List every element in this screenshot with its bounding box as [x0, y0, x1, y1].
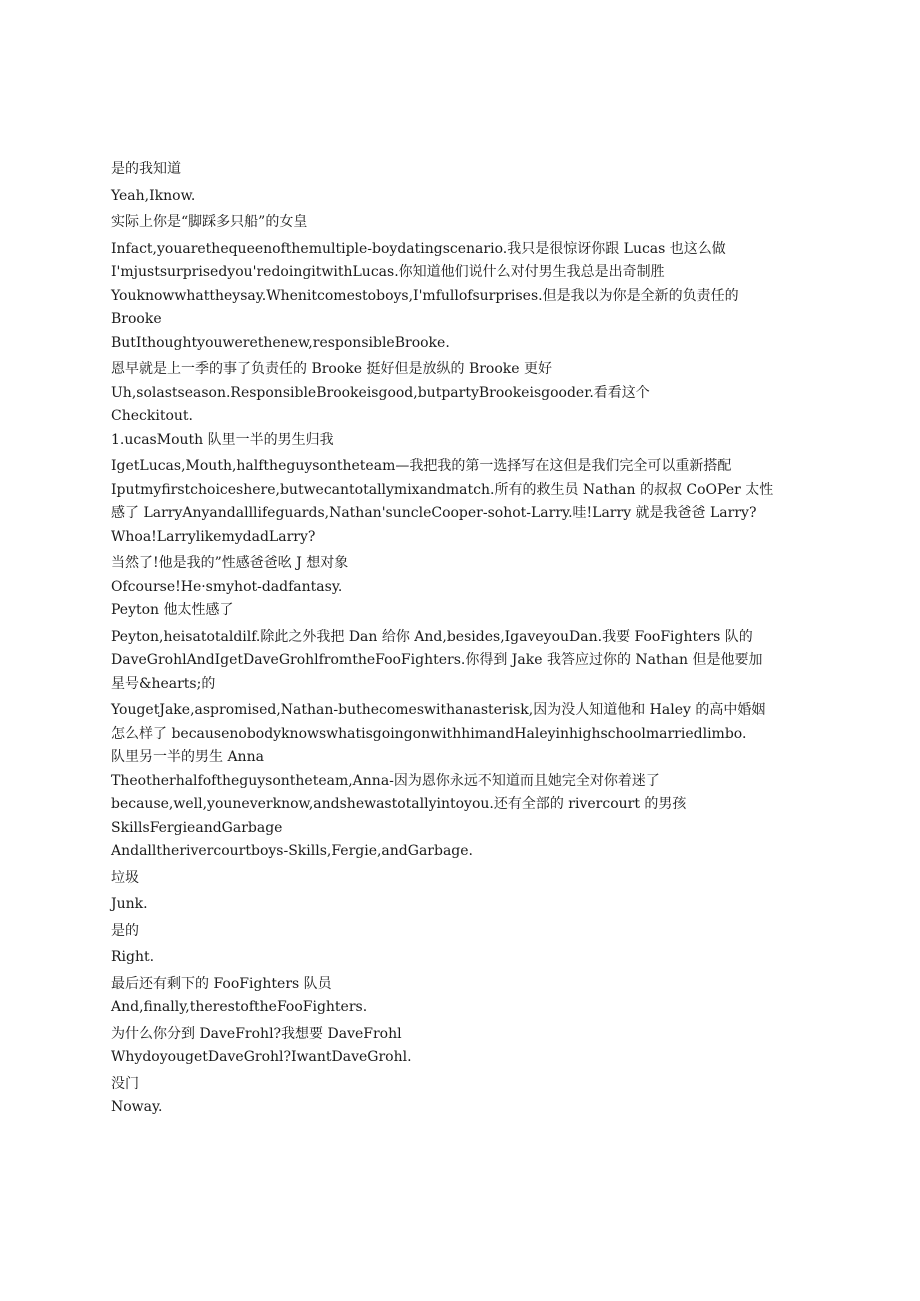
line-18: Ofcourse!He·smyhot-dadfantasy. [111, 578, 343, 595]
line-15: 感了 LarryAnyandalllifeguards,Nathan'suncleCooper-sohot-Larry.哇!Larry 就是我爸爸 Larry? [111, 505, 757, 521]
document-page [111, 158, 791, 1120]
line-33: Right. [111, 949, 155, 965]
line-25: 队里另一半的男生 Anna [111, 749, 264, 765]
line-22: 星号&hearts;的 [111, 675, 216, 692]
line-17: 当然了!他是我的”性感爸爸吆 J 想对象 [111, 555, 349, 571]
line-28: SkillsFergieandGarbage [111, 819, 283, 836]
line-04: Infact,youarethequeenofthemultiple-boydatingscenario.我只是很惊讶你跟 Lucas 也这么做 [111, 240, 726, 257]
line-09: 恩早就是上一季的事了负责任的 Brooke 挺好但是放纵的 Brooke 更好 [111, 361, 553, 377]
line-06: Youknowwhattheysay.Whenitcomestoboys,I'mfullofsurprises.但是我以为你是全新的负责任的 [111, 287, 739, 304]
line-37: WhydoyougetDaveGrohl?IwantDaveGrohl. [111, 1049, 412, 1065]
line-30: 垃圾 [111, 869, 139, 886]
line-14: Iputmyfirstchoiceshere,butwecantotallymixandmatch.所有的救生员 Nathan 的叔叔 CoOPer 太性 [111, 481, 774, 498]
line-11: Checkitout. [111, 408, 193, 424]
line-10: Uh,solastseason.ResponsibleBrookeisgood,butpartyBrookeisgooder.看看这个 [111, 384, 650, 401]
line-24: 怎么样了 becausenobodyknowswhatisgoingonwithhimandHaleyinhighschoolmarriedlimbo. [111, 725, 747, 742]
line-38: 没门 [111, 1075, 139, 1092]
line-02: Yeah,Iknow. [111, 187, 196, 204]
line-27: because,well,youneverknow,andshewastotallyintoyou.还有全部的 rivercourt 的男孩 [111, 796, 687, 812]
line-26: Theotherhalfoftheguysontheteam,Anna-因为恩你永远不知道而且她完全对你着迷了 [111, 772, 660, 789]
line-23: YougetJake,aspromised,Nathan-buthecomeswithanasterisk,因为没人知道他和 Haley 的高中婚姻 [111, 702, 766, 718]
line-03: 实际上你是“脚踩多只船”的女皇 [111, 214, 308, 230]
line-29: Andalltherivercourtboys-Skills,Fergie,andGarbage. [111, 843, 473, 859]
line-01: 是的我知道 [111, 161, 181, 177]
line-19: Peyton 他太性感了 [111, 602, 234, 618]
line-16: Whoa!LarrylikemydadLarry? [111, 528, 316, 545]
line-34: 最后还有剩下的 FooFighters 队员 [111, 975, 332, 992]
line-05: I'mjustsurprisedyou'redoingitwithLucas.你知道他们说什么对付男生我总是出奇制胜 [111, 264, 665, 280]
line-21: DaveGrohlAndIgetDaveGrohlfromtheFooFighters.你得到 Jake 我答应过你的 Nathan 但是他要加 [111, 652, 763, 668]
line-35: And,finally,therestoftheFooFighters. [111, 999, 368, 1015]
line-12: 1.ucasMouth 队里一半的男生归我 [111, 431, 334, 448]
line-13: IgetLucas,Mouth,halftheguysontheteam—我把我的第一选择写在这但是我们完全可以重新搭配 [111, 458, 732, 474]
line-32: 是的 [111, 922, 139, 939]
line-08: ButIthoughtyouwerethenew,responsibleBrooke. [111, 334, 450, 351]
line-20: Peyton,heisatotaldilf.除此之外我把 Dan 给你 And,besides,IgaveyouDan.我要 FooFighters 队的 [111, 628, 753, 645]
line-36: 为什么你分到 DaveFrohl?我想要 DaveFrohl [111, 1025, 402, 1042]
line-31: Junk. [111, 896, 148, 912]
line-39: Noway. [111, 1099, 163, 1115]
line-07: Brooke [111, 311, 162, 327]
